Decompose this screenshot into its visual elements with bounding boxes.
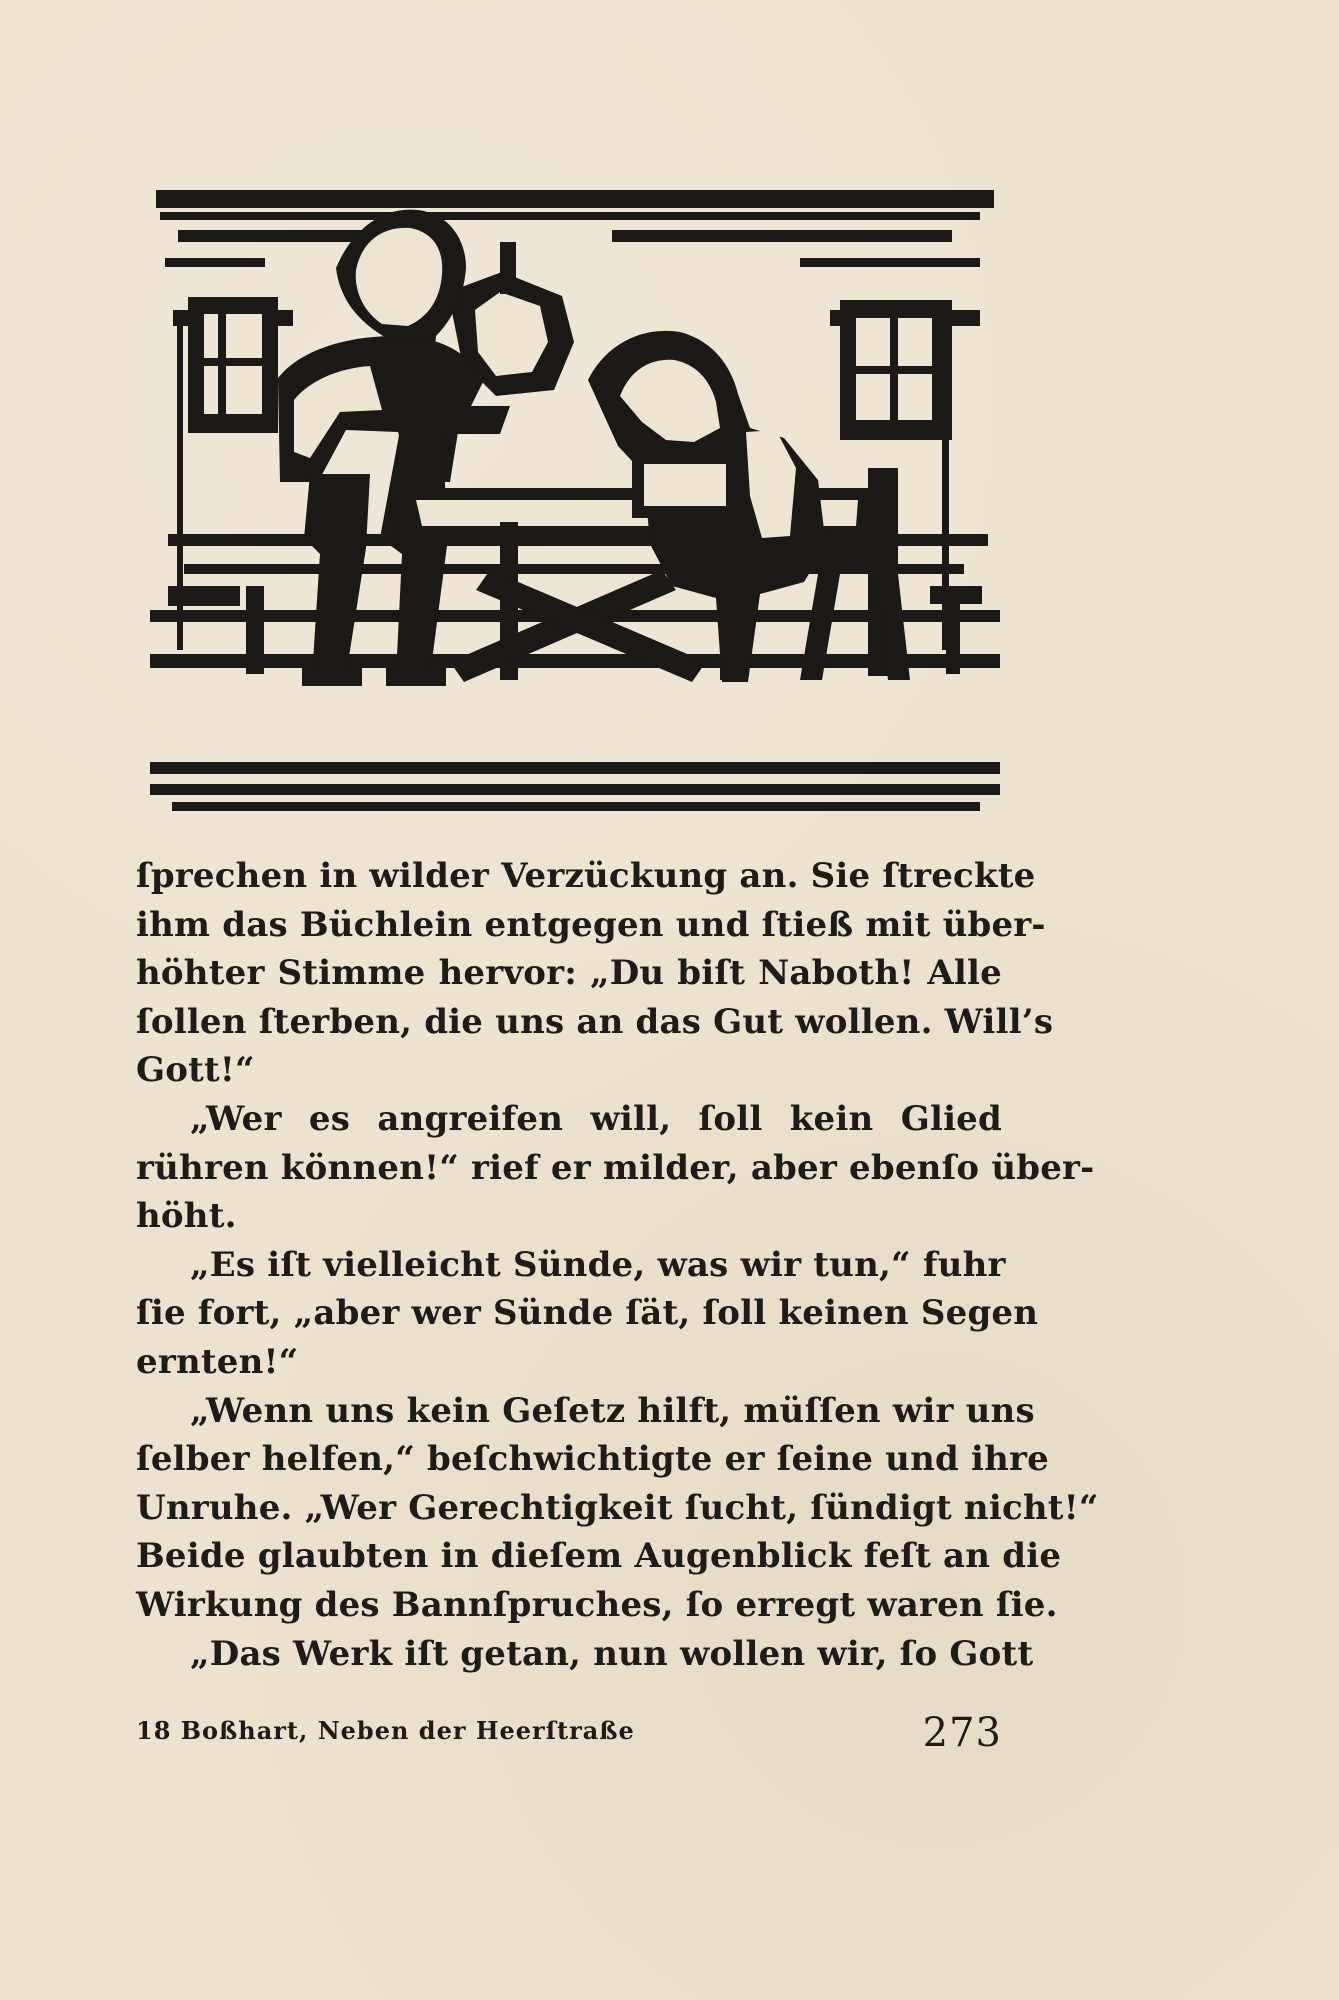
woodcut-illustration-icon: [150, 182, 1000, 822]
text-line: Wirkung des Bannſpruches, ſo erregt waren ſie.: [136, 1584, 1058, 1625]
text-line: ſollen ſterben, die uns an das Gut wollen. Will’s: [136, 1001, 1054, 1042]
text-line: Unruhe. „Wer Gerechtigkeit ſucht, ſündigt nicht!“: [136, 1487, 1099, 1528]
text-line: „Es iſt vielleicht Sünde, was wir tun,“ fuhr: [190, 1244, 1006, 1285]
body-text: [136, 852, 1099, 1678]
text-line: „Das Werk iſt getan, nun wollen wir, ſo Gott: [190, 1633, 1034, 1674]
text-line: Beide glaubten in dieſem Augenblick feſt an die: [136, 1536, 1062, 1577]
text-line: rühren können!“ rief er milder, aber ebenſo über-: [136, 1147, 1095, 1188]
woodcut-illustration: [150, 182, 1000, 822]
text-line: ſelber helfen,“ beſchwichtigte er ſeine und ihre: [136, 1439, 1050, 1480]
text-line: höht.: [136, 1196, 237, 1237]
text-line: „Wenn uns kein Geſetz hilft, müſſen wir uns: [190, 1390, 1035, 1431]
text-line: höhter Stimme hervor: „Du biſt Naboth! Alle: [136, 953, 1002, 994]
text-line: Gott!“: [136, 1050, 255, 1091]
text-line: „Wer es angreifen will, ſoll kein Glied: [190, 1098, 1002, 1139]
text-line: ſie fort, „aber wer Sünde ſät, ſoll keinen Segen: [136, 1293, 1039, 1334]
text-line: ſprechen in wilder Verzückung an. Sie ſtreckte: [136, 856, 1036, 896]
page-number: 273: [922, 1710, 1002, 1756]
text-line: ernten!“: [136, 1341, 299, 1382]
book-signature: 18 Boßhart, Neben der Heerſtraße: [136, 1716, 635, 1745]
page-footer: [136, 1710, 1002, 1756]
text-line: ihm das Büchlein entgegen und ſtieß mit über-: [136, 904, 1046, 945]
